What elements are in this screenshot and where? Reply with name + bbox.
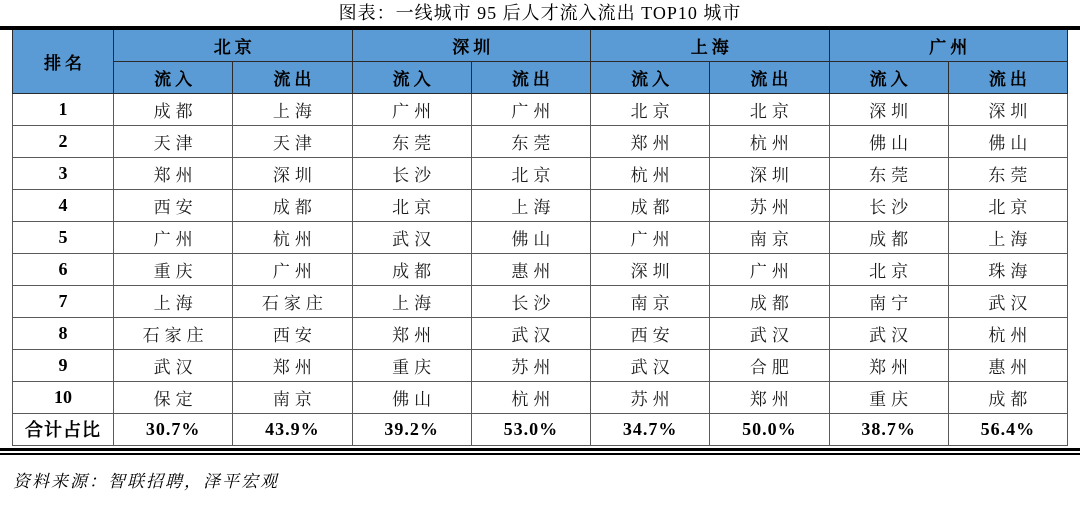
- city-cell: 杭州: [471, 381, 590, 413]
- table-row: [13, 125, 1068, 157]
- city-header-shenzhen: 深圳: [352, 30, 591, 61]
- city-cell: 广州: [233, 253, 352, 285]
- city-cell: 南京: [591, 285, 710, 317]
- city-cell: 武汉: [114, 349, 233, 381]
- rank-cell: 5: [13, 221, 114, 253]
- city-cell: 上海: [352, 285, 471, 317]
- total-shenzhen-inflow: 39.2%: [352, 413, 471, 445]
- city-cell: 长沙: [471, 285, 590, 317]
- shanghai-outflow-header: 流出: [710, 61, 829, 93]
- city-cell: 武汉: [710, 317, 829, 349]
- city-cell: 石家庄: [233, 285, 352, 317]
- city-cell: 郑州: [352, 317, 471, 349]
- city-cell: 北京: [591, 93, 710, 125]
- city-cell: 成都: [114, 93, 233, 125]
- guangzhou-inflow-header: 流入: [829, 61, 948, 93]
- city-cell: 深圳: [948, 93, 1067, 125]
- table-row: [13, 93, 1068, 125]
- city-cell: 东莞: [352, 125, 471, 157]
- total-row: [13, 413, 1068, 445]
- rank-cell: 8: [13, 317, 114, 349]
- city-cell: 佛山: [948, 125, 1067, 157]
- city-cell: 北京: [471, 157, 590, 189]
- chart-title: 图表：一线城市 95 后人才流入流出 TOP10 城市: [338, 3, 742, 23]
- total-shanghai-outflow: 50.0%: [710, 413, 829, 445]
- total-guangzhou-outflow: 56.4%: [948, 413, 1067, 445]
- beijing-outflow-header: 流出: [233, 61, 352, 93]
- rank-cell: 6: [13, 253, 114, 285]
- city-cell: 惠州: [948, 349, 1067, 381]
- shenzhen-inflow-header: 流入: [352, 61, 471, 93]
- city-cell: 广州: [114, 221, 233, 253]
- city-cell: 天津: [233, 125, 352, 157]
- city-cell: 佛山: [829, 125, 948, 157]
- rank-cell: 7: [13, 285, 114, 317]
- rank-cell: 4: [13, 189, 114, 221]
- rank-cell: 9: [13, 349, 114, 381]
- city-cell: 西安: [591, 317, 710, 349]
- city-cell: 西安: [114, 189, 233, 221]
- city-cell: 苏州: [471, 349, 590, 381]
- total-beijing-inflow: 30.7%: [114, 413, 233, 445]
- city-cell: 上海: [471, 189, 590, 221]
- rank-cell: 10: [13, 381, 114, 413]
- city-cell: 东莞: [829, 157, 948, 189]
- city-cell: 郑州: [710, 381, 829, 413]
- table-row: [13, 221, 1068, 253]
- city-cell: 武汉: [591, 349, 710, 381]
- city-cell: 苏州: [591, 381, 710, 413]
- city-header-row: [13, 30, 1068, 61]
- total-beijing-outflow: 43.9%: [233, 413, 352, 445]
- rank-cell: 2: [13, 125, 114, 157]
- total-shanghai-inflow: 34.7%: [591, 413, 710, 445]
- city-cell: 合肥: [710, 349, 829, 381]
- city-cell: 惠州: [471, 253, 590, 285]
- city-cell: 北京: [829, 253, 948, 285]
- city-cell: 郑州: [233, 349, 352, 381]
- talent-flow-table: [12, 30, 1068, 446]
- city-cell: 郑州: [829, 349, 948, 381]
- table-row: [13, 157, 1068, 189]
- city-cell: 重庆: [114, 253, 233, 285]
- city-cell: 上海: [948, 221, 1067, 253]
- city-cell: 武汉: [948, 285, 1067, 317]
- city-cell: 郑州: [114, 157, 233, 189]
- city-cell: 重庆: [352, 349, 471, 381]
- city-cell: 上海: [114, 285, 233, 317]
- table-row: [13, 349, 1068, 381]
- flow-header-row: [13, 61, 1068, 93]
- city-cell: 长沙: [352, 157, 471, 189]
- table-row: [13, 253, 1068, 285]
- city-cell: 杭州: [233, 221, 352, 253]
- table-header: [13, 30, 1068, 93]
- rank-cell: 3: [13, 157, 114, 189]
- city-cell: 广州: [352, 93, 471, 125]
- city-cell: 南京: [233, 381, 352, 413]
- city-cell: 东莞: [948, 157, 1067, 189]
- city-cell: 重庆: [829, 381, 948, 413]
- city-cell: 长沙: [829, 189, 948, 221]
- rank-header: 排名: [13, 30, 114, 93]
- city-cell: 武汉: [829, 317, 948, 349]
- shenzhen-outflow-header: 流出: [471, 61, 590, 93]
- rank-cell: 1: [13, 93, 114, 125]
- city-cell: 武汉: [471, 317, 590, 349]
- city-cell: 天津: [114, 125, 233, 157]
- city-cell: 成都: [829, 221, 948, 253]
- city-cell: 珠海: [948, 253, 1067, 285]
- city-cell: 上海: [233, 93, 352, 125]
- city-cell: 深圳: [710, 157, 829, 189]
- city-cell: 杭州: [591, 157, 710, 189]
- city-cell: 成都: [710, 285, 829, 317]
- city-cell: 广州: [471, 93, 590, 125]
- city-cell: 深圳: [233, 157, 352, 189]
- bottom-rule: [0, 448, 1080, 455]
- beijing-inflow-header: 流入: [114, 61, 233, 93]
- city-header-beijing: 北京: [114, 30, 353, 61]
- city-cell: 广州: [710, 253, 829, 285]
- city-cell: 成都: [233, 189, 352, 221]
- city-cell: 成都: [591, 189, 710, 221]
- city-cell: 保定: [114, 381, 233, 413]
- city-cell: 佛山: [352, 381, 471, 413]
- total-label: 合计占比: [13, 413, 114, 445]
- city-cell: 深圳: [591, 253, 710, 285]
- city-header-guangzhou: 广州: [829, 30, 1068, 61]
- table-row: [13, 381, 1068, 413]
- city-cell: 南宁: [829, 285, 948, 317]
- city-cell: 杭州: [948, 317, 1067, 349]
- city-cell: 广州: [591, 221, 710, 253]
- city-cell: 北京: [710, 93, 829, 125]
- city-cell: 深圳: [829, 93, 948, 125]
- city-cell: 北京: [352, 189, 471, 221]
- shanghai-inflow-header: 流入: [591, 61, 710, 93]
- table-row: [13, 189, 1068, 221]
- total-shenzhen-outflow: 53.0%: [471, 413, 590, 445]
- total-guangzhou-inflow: 38.7%: [829, 413, 948, 445]
- city-cell: 武汉: [352, 221, 471, 253]
- city-cell: 东莞: [471, 125, 590, 157]
- table-body: [13, 93, 1068, 413]
- city-header-shanghai: 上海: [591, 30, 830, 61]
- city-cell: 西安: [233, 317, 352, 349]
- source-note: 资料来源：智联招聘，泽平宏观: [13, 471, 279, 491]
- city-cell: 北京: [948, 189, 1067, 221]
- table-row: [13, 317, 1068, 349]
- guangzhou-outflow-header: 流出: [948, 61, 1067, 93]
- city-cell: 佛山: [471, 221, 590, 253]
- city-cell: 郑州: [591, 125, 710, 157]
- city-cell: 成都: [948, 381, 1067, 413]
- city-cell: 石家庄: [114, 317, 233, 349]
- table-row: [13, 285, 1068, 317]
- city-cell: 杭州: [710, 125, 829, 157]
- city-cell: 苏州: [710, 189, 829, 221]
- city-cell: 南京: [710, 221, 829, 253]
- city-cell: 成都: [352, 253, 471, 285]
